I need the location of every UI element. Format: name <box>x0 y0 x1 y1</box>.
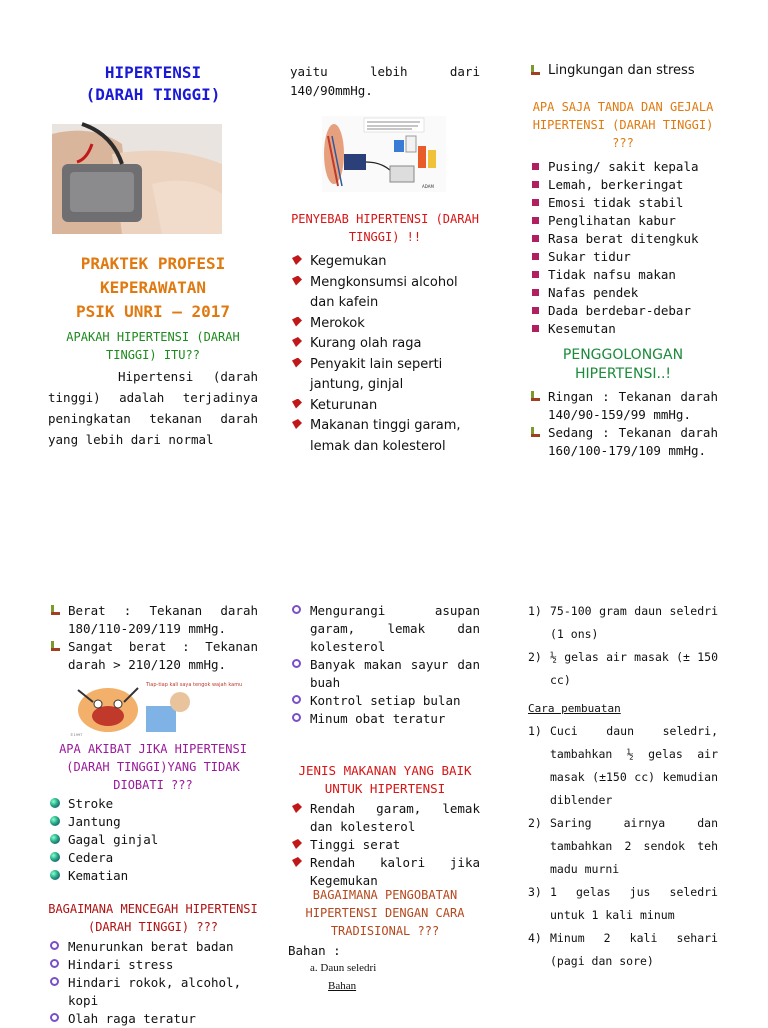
globe-icon <box>50 798 60 808</box>
list-item <box>528 646 718 692</box>
org-line1: PRAKTEK PROFESI <box>80 254 226 273</box>
causes-list-continued <box>528 62 718 80</box>
list-item-label: ½ gelas air masak (± 150 cc) <box>550 650 718 687</box>
org-line2: KEPERAWATAN <box>100 278 206 297</box>
square-bullet-icon <box>532 163 539 170</box>
column-6 <box>528 600 718 973</box>
list-item-label: Saring airnya dan tambahkan 2 sendok teh madu murni <box>550 816 718 876</box>
causes-heading: PENYEBAB HIPERTENSI (DARAH TINGGI) !! <box>291 212 479 244</box>
effects-list <box>48 795 258 885</box>
signs-list <box>528 158 718 338</box>
list-item <box>528 248 718 266</box>
list-item-label: Ringan : Tekanan darah 140/90-159/99 mmHg. <box>548 389 718 422</box>
list-item <box>48 813 258 831</box>
list-number: 2) <box>528 650 542 664</box>
svg-text:ADAM: ADAM <box>422 184 434 189</box>
list-item-label: Tinggi serat <box>310 837 401 852</box>
list-item <box>528 424 718 460</box>
list-item-label: Lemah, berkeringat <box>548 177 684 192</box>
list-item <box>528 158 718 176</box>
svg-text:©1997: ©1997 <box>70 733 83 737</box>
ingredient-item: a. Daun seledri <box>310 962 377 974</box>
column-4 <box>48 602 258 674</box>
prevent-list-continued <box>290 602 480 728</box>
blood-pressure-photo <box>52 124 222 234</box>
list-item <box>528 284 718 302</box>
list-item-label: Nafas pendek <box>548 285 639 300</box>
list-item-label: Berat : Tekanan darah 180/110-209/119 mmHg. <box>68 603 258 636</box>
ingredient-sub-label: Bahan <box>328 980 357 992</box>
list-item-label: Cuci daun seledri, tambahkan ½ gelas air masak (±150 cc) kemudian diblender <box>550 724 718 807</box>
list-item <box>48 1010 258 1028</box>
list-item <box>528 881 718 927</box>
square-bullet-icon <box>532 181 539 188</box>
list-item <box>290 602 480 656</box>
list-item-label: Minum 2 kali sehari (pagi dan sore) <box>550 931 718 968</box>
swirl-bullet-icon <box>292 659 301 668</box>
prevent-list <box>48 938 258 1028</box>
list-number: 3) <box>528 885 542 899</box>
column-2 <box>290 62 480 100</box>
list-number: 1) <box>528 604 542 618</box>
angry-cartoon-image <box>68 676 243 738</box>
list-item <box>290 854 480 890</box>
ingredients-label: Bahan : <box>288 943 341 958</box>
list-item-label: Sedang : Tekanan darah 160/100-179/109 mmHg. <box>548 425 718 458</box>
what-is-heading: APAKAH HIPERTENSI (DARAH TINGGI) ITU?? <box>66 330 240 362</box>
list-item-label: Rasa berat ditengkuk <box>548 231 699 246</box>
list-item-label: Hindari rokok, alcohol, kopi <box>68 975 242 1008</box>
swirl-bullet-icon <box>292 713 301 722</box>
globe-icon <box>50 816 60 826</box>
list-item <box>48 956 258 974</box>
method-heading: Cara pembuatan <box>528 702 621 715</box>
causes-list <box>290 252 480 457</box>
list-item-label: Mengurangi asupan garam, lemak dan kolesterol <box>310 603 480 654</box>
pushpin-icon <box>292 803 302 813</box>
list-item <box>48 938 258 956</box>
pushpin-icon <box>292 358 302 368</box>
traditional-block <box>290 886 480 996</box>
square-bullet-icon <box>532 253 539 260</box>
square-bullet-icon <box>532 325 539 332</box>
list-item-label: 1 gelas jus seledri untuk 1 kali minum <box>550 885 718 922</box>
list-item <box>290 836 480 854</box>
hypertension-diagram-image <box>322 116 446 192</box>
list-item <box>528 600 718 646</box>
food-list <box>290 800 480 890</box>
list-item <box>528 62 718 80</box>
list-item-label: Kurang olah raga <box>310 336 422 351</box>
org-block <box>48 252 258 324</box>
list-item <box>290 800 480 836</box>
list-item-label: Kesemutan <box>548 321 616 336</box>
list-item-label: Sangat berat : Tekanan darah > 210/120 mmHg. <box>68 639 258 672</box>
prevent-block <box>48 900 258 1028</box>
definition-block <box>48 328 258 450</box>
list-item <box>528 176 718 194</box>
square-bullet-icon <box>532 289 539 296</box>
list-item-label: Rendah garam, lemak dan kolesterol <box>310 801 480 834</box>
definition-continued: yaitu lebih dari 140/90mmHg. <box>290 64 480 98</box>
effects-block <box>48 740 258 885</box>
list-item <box>290 710 480 728</box>
list-item <box>290 396 480 417</box>
list-item <box>290 656 480 692</box>
list-item-label: Menurunkan berat badan <box>68 939 234 954</box>
list-item-label: Stroke <box>68 796 114 811</box>
list-item-label: Penyakit lain seperti jantung, ginjal <box>310 356 443 392</box>
list-item-label: Tidak nafsu makan <box>548 267 676 282</box>
definition-text: Hipertensi (darah tinggi) adalah terjadinya peningkatan tekanan darah yang lebih dari normal <box>48 369 258 447</box>
list-item-label: Cedera <box>68 850 114 865</box>
list-item <box>528 388 718 424</box>
pushpin-icon <box>292 839 302 849</box>
list-item <box>528 230 718 248</box>
square-bullet-icon <box>532 235 539 242</box>
signs-block <box>528 98 718 338</box>
list-number: 4) <box>528 931 542 945</box>
square-bullet-icon <box>532 199 539 206</box>
ingredients-list <box>528 600 718 692</box>
list-item <box>48 795 258 813</box>
list-item-label: Merokok <box>310 315 365 331</box>
org-line3: PSIK UNRI – 2017 <box>75 302 231 321</box>
pushpin-icon <box>292 255 302 265</box>
list-number: 2) <box>528 816 542 830</box>
list-item <box>48 867 258 885</box>
pushpin-icon <box>292 399 302 409</box>
swirl-bullet-icon <box>292 605 301 614</box>
prevent-heading: BAGAIMANA MENCEGAH HIPERTENSI (DARAH TINGGI) ??? <box>48 902 258 934</box>
food-heading: JENIS MAKANAN YANG BAIK UNTUK HIPERTENSI <box>298 763 472 796</box>
pushpin-icon <box>292 317 302 327</box>
square-bullet-icon <box>532 271 539 278</box>
swirl-bullet-icon <box>50 959 59 968</box>
list-item <box>290 692 480 710</box>
list-item <box>528 927 718 973</box>
list-item-label: Banyak makan sayur dan buah <box>310 657 480 690</box>
list-item <box>290 273 480 314</box>
list-item-label: Kontrol setiap bulan <box>310 693 461 708</box>
swirl-bullet-icon <box>50 941 59 950</box>
classification-list <box>528 388 718 460</box>
causes-block <box>290 210 480 457</box>
list-item-label: Kematian <box>68 868 129 883</box>
list-item <box>528 302 718 320</box>
square-bullet-icon <box>532 307 539 314</box>
list-item-label: 75-100 gram daun seledri (1 ons) <box>550 604 718 641</box>
list-item-label: Hindari stress <box>68 957 174 972</box>
list-item <box>48 849 258 867</box>
list-item-label: Dada berdebar-debar <box>548 303 691 318</box>
list-item-label: Emosi tidak stabil <box>548 195 684 210</box>
list-item-label: Minum obat teratur <box>310 711 446 726</box>
list-item <box>528 812 718 881</box>
list-item <box>528 194 718 212</box>
list-item <box>528 212 718 230</box>
traditional-heading: BAGAIMANA PENGOBATAN HIPERTENSI DENGAN CARA TRADISIONAL ??? <box>305 888 465 938</box>
list-item-label: Sukar tidur <box>548 249 631 264</box>
list-item <box>290 334 480 355</box>
brochure-title-line2: (DARAH TINGGI) <box>85 85 221 104</box>
list-item <box>48 602 258 638</box>
pushpin-icon <box>292 337 302 347</box>
globe-icon <box>50 852 60 862</box>
list-item-label: Keturunan <box>310 397 378 413</box>
list-item <box>48 638 258 674</box>
pushpin-icon <box>292 857 302 867</box>
list-item-label: Mengkonsumsi alcohol dan kafein <box>310 274 458 310</box>
column-5 <box>290 602 480 728</box>
list-item <box>290 252 480 273</box>
globe-icon <box>50 870 60 880</box>
column-3 <box>528 62 718 80</box>
method-steps <box>528 720 718 973</box>
food-block <box>290 762 480 890</box>
swirl-bullet-icon <box>50 1013 59 1022</box>
cartoon-caption: Tiap-tiap kali saya tengok wajah kamu <box>146 682 243 688</box>
swirl-bullet-icon <box>50 977 59 986</box>
list-item <box>290 416 480 457</box>
list-item-label: Pusing/ sakit kepala <box>548 159 699 174</box>
list-item-label: Kegemukan <box>310 254 387 269</box>
pushpin-icon <box>292 419 302 429</box>
list-item <box>48 974 258 1010</box>
list-item-label: Gagal ginjal <box>68 832 159 847</box>
list-item <box>290 314 480 335</box>
pushpin-icon <box>292 276 302 286</box>
classification-block <box>528 346 718 460</box>
swirl-bullet-icon <box>292 695 301 704</box>
column-1 <box>48 62 258 106</box>
list-item-label: Makanan tinggi garam, lemak dan kolesterol <box>310 418 461 454</box>
list-item-label: Jantung <box>68 814 121 829</box>
brochure-title-line1: HIPERTENSI <box>104 63 202 82</box>
list-item <box>48 831 258 849</box>
classification-heading: PENGGOLONGAN HIPERTENSI..! <box>562 347 684 382</box>
list-item <box>528 720 718 812</box>
list-item <box>528 266 718 284</box>
square-bullet-icon <box>532 217 539 224</box>
list-item-label: Penglihatan kabur <box>548 213 676 228</box>
effects-heading: APA AKIBAT JIKA HIPERTENSI (DARAH TINGGI)YANG TIDAK DIOBATI ??? <box>59 742 247 792</box>
list-number: 1) <box>528 724 542 738</box>
signs-heading: APA SAJA TANDA DAN GEJALA HIPERTENSI (DARAH TINGGI) ??? <box>532 100 714 150</box>
list-item-label: Rendah kalori jika Kegemukan <box>310 855 480 888</box>
globe-icon <box>50 834 60 844</box>
list-item-label: Olah raga teratur <box>68 1011 196 1026</box>
classification-list-continued <box>48 602 258 674</box>
list-item <box>290 355 480 396</box>
list-item-label: Lingkungan dan stress <box>548 63 695 78</box>
list-item <box>528 320 718 338</box>
